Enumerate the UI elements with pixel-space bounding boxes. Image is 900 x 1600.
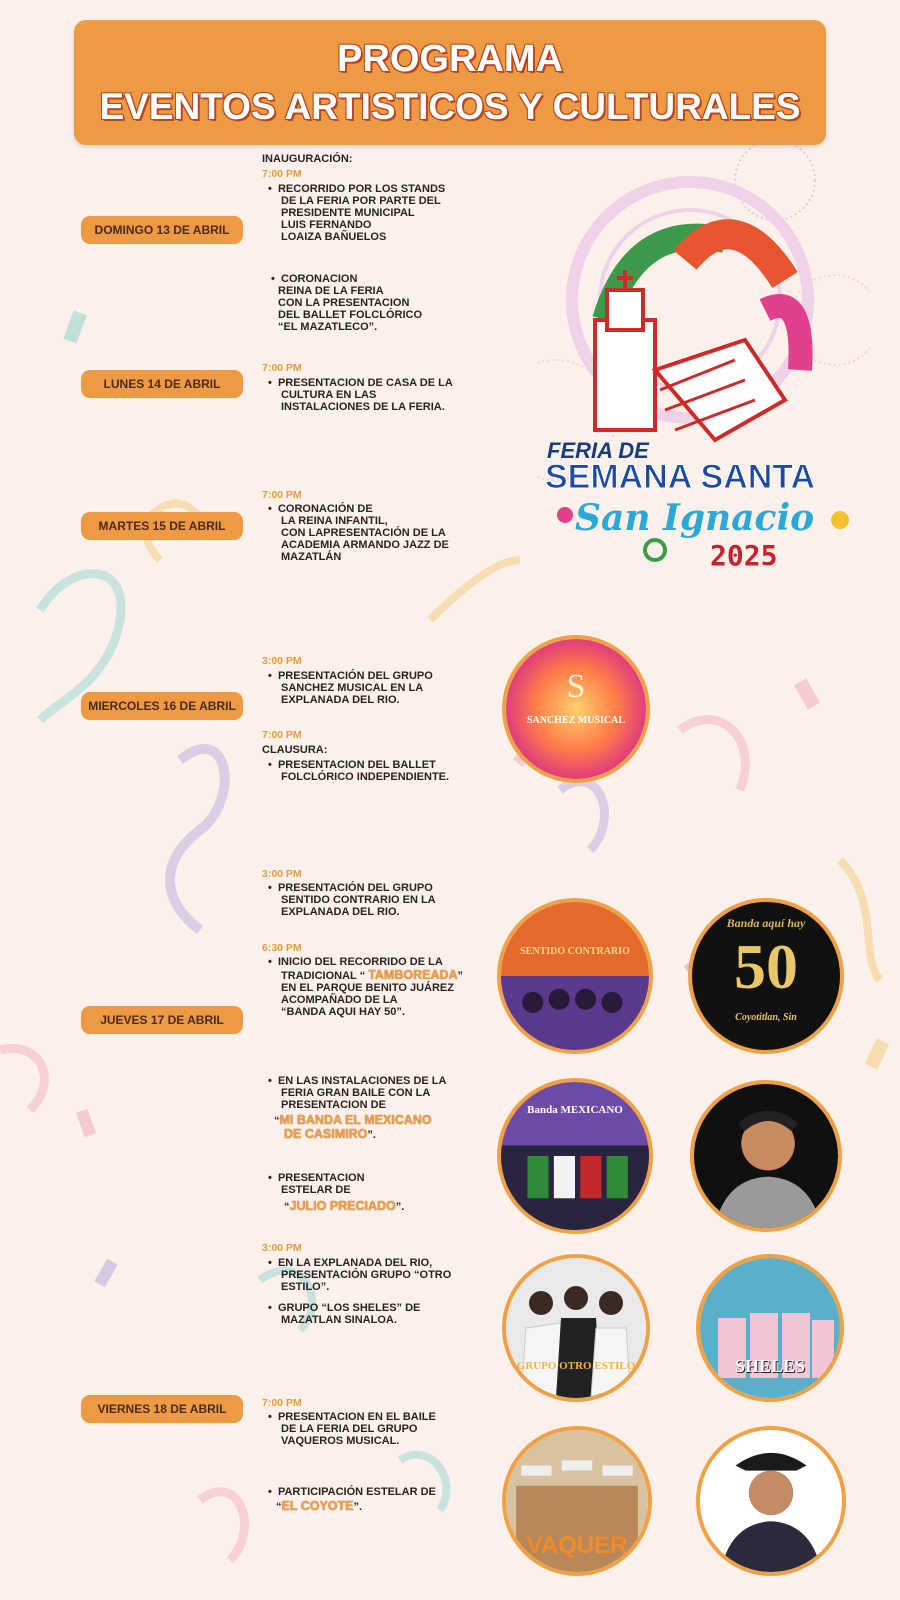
- tue-time: 7:00 PM: [262, 489, 302, 501]
- sentido-contrario-image: [497, 898, 653, 1054]
- svg-text:S: S: [566, 668, 586, 705]
- logo-feria-de: FERIA DE: [547, 438, 649, 463]
- fri-bullet-3: • PRESENTACION EN EL BAILE DE LA FERIA DEL GRUPO VAQUEROS MUSICAL.: [268, 1411, 436, 1447]
- fri-bullet-2: • GRUPO “LOS SHELES” DE MAZATLAN SINALOA.: [268, 1302, 421, 1326]
- mon-time: 7:00 PM: [262, 362, 302, 374]
- logo-semana-santa: SEMANA SANTA: [545, 458, 816, 496]
- banda-aqui-hay-text: Banda aquí hay: [726, 916, 806, 930]
- mexicano-text: Banda MEXICANO: [527, 1104, 623, 1116]
- header-banner: [74, 20, 826, 145]
- otro-estilo-text: GRUPO OTRO ESTILO: [516, 1360, 636, 1372]
- day-lunes: LUNES 14 DE ABRIL: [81, 370, 243, 398]
- julio-preciado-highlight: JULIO PRECIADO: [289, 1199, 396, 1213]
- logo-san-ignacio: San Ignacio: [575, 497, 815, 539]
- sun-time: 7:00 PM: [262, 168, 302, 180]
- mi-banda-el-mexicano-image: [497, 1078, 653, 1234]
- mon-bullet-1: • PRESENTACION DE CASA DE LA CULTURA EN LAS INSTALACIONES DE LA FERIA.: [268, 377, 453, 413]
- thu-time-2: 6:30 PM: [262, 942, 302, 954]
- otro-estilo-image: [502, 1254, 650, 1402]
- vaqueros-text: VAQUER: [526, 1532, 628, 1559]
- vaqueros-musical-image: [502, 1426, 652, 1576]
- tue-bullet-1: • CORONACIÓN DE LA REINA INFANTIL, CON LAPRESENTACIÓN DE LA ACADEMIA ARMANDO JAZZ DE MAZATLÁN: [268, 503, 449, 563]
- day-jueves: JUEVES 17 DE ABRIL: [81, 1006, 243, 1034]
- sheles-text: SHELES: [734, 1356, 806, 1376]
- wed-bullet-1: • PRESENTACIÓN DEL GRUPO SANCHEZ MUSICAL EN LA EXPLANADA DEL RIO.: [268, 670, 433, 706]
- thu-bullet-4: • PRESENTACION ESTELAR DE “JULIO PRECIADO”.: [268, 1172, 405, 1213]
- los-sheles-image: [696, 1254, 844, 1402]
- fri-time-1: 3:00 PM: [262, 1242, 302, 1254]
- sentido-contrario-text: SENTIDO CONTRARIO: [520, 946, 630, 957]
- logo-year: 2025: [710, 539, 778, 572]
- mi-banda-highlight: MI BANDA EL MEXICANO: [279, 1113, 432, 1127]
- sanchez-musical-text: SANCHEZ MUSICAL: [526, 715, 626, 726]
- wed-time-1: 3:00 PM: [262, 655, 302, 667]
- julio-preciado-image: [690, 1080, 842, 1232]
- sun-bullet-2: • CORONACION REINA DE LA FERIA CON LA PRESENTACION DEL BALLET FOLCLÓRICO “EL MAZATLECO”.: [268, 273, 423, 333]
- sun-bullet-1: • RECORRIDO POR LOS STANDS DE LA FERIA POR PARTE DEL PRESIDENTE MUNICIPAL LUIS FERNANDO LOAIZA BAÑUELOS: [268, 183, 446, 243]
- thu-bullet-2: • INICIO DEL RECORRIDO DE LA TRADICIONAL “ TAMBOREADA” EN EL PARQUE BENITO JUÁREZ ACOMPAÑADO DE LA “BANDA AQUI HAY 50”.: [268, 956, 464, 1018]
- sanchez-musical-image: [502, 635, 650, 783]
- thu-time-1: 3:00 PM: [262, 868, 302, 880]
- day-domingo: DOMINGO 13 DE ABRIL: [81, 216, 243, 244]
- wed-time-2: 7:00 PM: [262, 729, 302, 741]
- coyotitlan-text: Coyotitlan, Sin: [735, 1012, 797, 1023]
- day-viernes: VIERNES 18 DE ABRIL: [81, 1395, 243, 1423]
- feria-logo: [535, 140, 870, 600]
- thu-bullet-3: • EN LAS INSTALACIONES DE LA FERIA GRAN BAILE CON LA PRESENTACION DE “MI BANDA EL MEXICANO DE CASIMIRO”.: [268, 1075, 447, 1141]
- thu-bullet-1: • PRESENTACIÓN DEL GRUPO SENTIDO CONTRARIO EN LA EXPLANADA DEL RIO.: [268, 882, 436, 918]
- page-subtitle: EVENTOS ARTISTICOS Y CULTURALES: [99, 86, 801, 127]
- fri-bullet-1: • EN LA EXPLANADA DEL RIO, PRESENTACIÓN GRUPO “OTRO ESTILO”.: [268, 1257, 452, 1293]
- wed-bullet-2: • PRESENTACION DEL BALLET FOLCLÓRICO INDEPENDIENTE.: [268, 759, 450, 783]
- banda-aqui-hay-50-image: [688, 898, 844, 1054]
- day-miercoles: MIERCOLES 16 DE ABRIL: [81, 692, 243, 720]
- sun-title: INAUGURACIÓN:: [262, 153, 353, 165]
- casimiro-highlight: DE CASIMIRO: [284, 1127, 368, 1141]
- fri-time-2: 7:00 PM: [262, 1397, 302, 1409]
- fri-bullet-4: • PARTICIPACIÓN ESTELAR DE “EL COYOTE”.: [268, 1486, 436, 1513]
- wed-clausura: CLAUSURA:: [262, 744, 328, 756]
- tamboreada-highlight: TAMBOREADA: [368, 968, 458, 982]
- page-title: PROGRAMA: [337, 38, 563, 80]
- el-coyote-image: [696, 1426, 846, 1576]
- banda-50-text: 50: [734, 931, 798, 1002]
- el-coyote-highlight: EL COYOTE: [281, 1499, 354, 1513]
- day-martes: MARTES 15 DE ABRIL: [81, 512, 243, 540]
